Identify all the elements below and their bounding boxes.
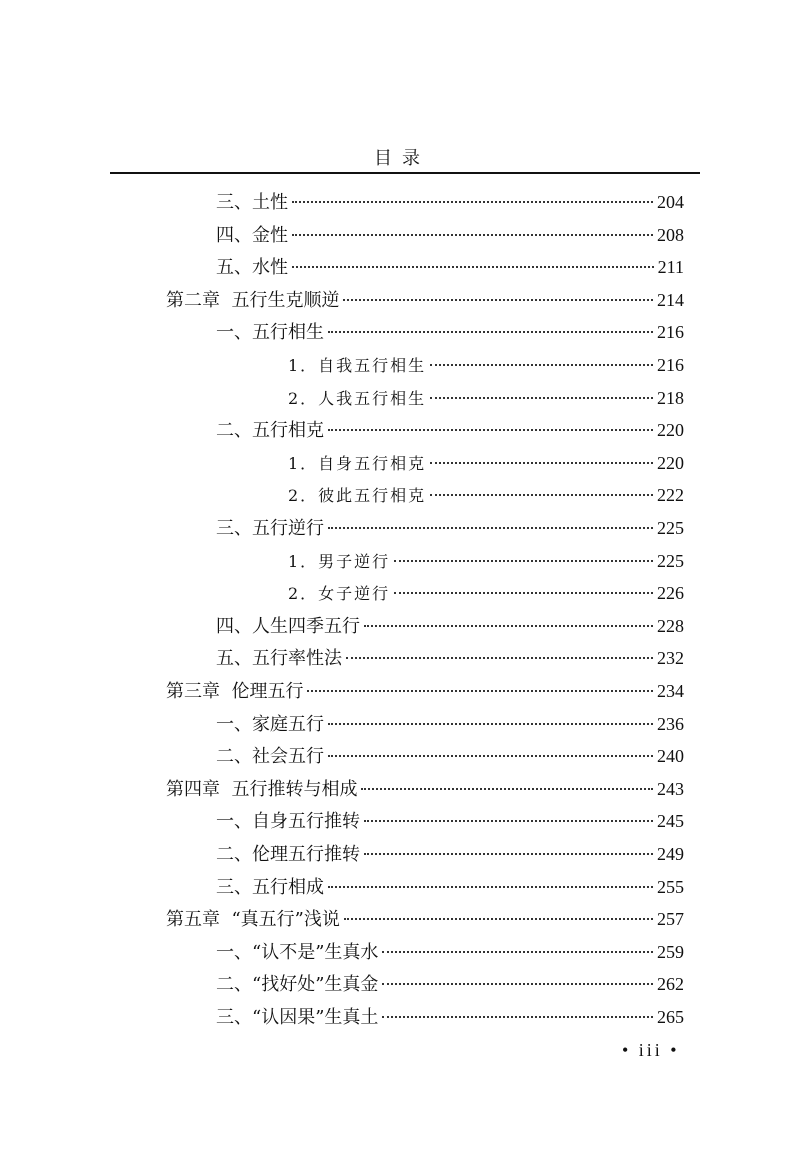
toc-entry-title: 三、五行逆行 bbox=[216, 518, 324, 539]
toc-section-entry[interactable] bbox=[216, 936, 684, 968]
toc-section-entry[interactable] bbox=[216, 251, 684, 283]
toc-entry-page-number: 232 bbox=[657, 648, 684, 668]
dot-leader bbox=[382, 1016, 653, 1018]
toc-entry-title: 五、五行率性法 bbox=[216, 648, 342, 669]
toc-entry-page-number: 216 bbox=[657, 355, 684, 375]
toc-entry-title: 1．自身五行相克 bbox=[288, 454, 427, 473]
toc-entry-page-number: 214 bbox=[657, 290, 684, 310]
toc-section-entry[interactable] bbox=[216, 186, 684, 218]
toc-subsection-entry[interactable] bbox=[288, 479, 684, 511]
toc-entry-page-number: 220 bbox=[657, 420, 684, 440]
toc-entry-title: 三、土性 bbox=[216, 192, 288, 213]
dot-leader bbox=[328, 429, 653, 431]
running-header-title: 目录 bbox=[374, 148, 430, 169]
toc-chapter-entry[interactable] bbox=[166, 284, 684, 316]
dot-leader bbox=[394, 560, 653, 562]
toc-section-entry[interactable] bbox=[216, 512, 684, 544]
toc-entry-page-number: 249 bbox=[657, 844, 684, 864]
toc-entry-title: 2．人我五行相生 bbox=[288, 389, 427, 408]
toc-entry-title: 2．彼此五行相克 bbox=[288, 486, 427, 505]
toc-entry-page-number: 265 bbox=[657, 1007, 684, 1027]
dot-leader bbox=[328, 331, 653, 333]
toc-entry-title: 第四章 五行推转与相成 bbox=[166, 779, 358, 800]
dot-leader bbox=[307, 690, 653, 692]
toc-entry-title: 一、自身五行推转 bbox=[216, 811, 360, 832]
toc-entry-title: 一、家庭五行 bbox=[216, 714, 324, 735]
toc-entry-page-number: 222 bbox=[657, 485, 684, 505]
toc-section-entry[interactable] bbox=[216, 642, 684, 674]
toc-entry-page-number: 208 bbox=[657, 225, 684, 245]
toc-entry-title: 第五章 “真五行”浅说 bbox=[166, 909, 340, 930]
dot-leader bbox=[364, 853, 653, 855]
toc-entry-title: 一、五行相生 bbox=[216, 322, 324, 343]
toc-entry-title: 一、“认不是”生真水 bbox=[216, 942, 379, 963]
toc-entry-title: 1．男子逆行 bbox=[288, 552, 391, 571]
toc-entry-title: 三、“认因果”生真土 bbox=[216, 1007, 379, 1028]
dot-leader bbox=[430, 462, 653, 464]
toc-entry-page-number: 204 bbox=[657, 192, 684, 212]
dot-leader bbox=[394, 592, 653, 594]
toc-entry-page-number: 236 bbox=[657, 714, 684, 734]
toc-chapter-entry[interactable] bbox=[166, 903, 684, 935]
dot-leader bbox=[292, 201, 653, 203]
toc-entry-title: 第三章 伦理五行 bbox=[166, 681, 304, 702]
dot-leader bbox=[292, 234, 653, 236]
dot-leader bbox=[382, 951, 653, 953]
dot-leader bbox=[382, 983, 653, 985]
toc-section-entry[interactable] bbox=[216, 838, 684, 870]
dot-leader bbox=[292, 266, 654, 268]
dot-leader bbox=[328, 527, 653, 529]
toc-section-entry[interactable] bbox=[216, 740, 684, 772]
toc-entry-page-number: 234 bbox=[657, 681, 684, 701]
dot-leader bbox=[344, 918, 653, 920]
toc-chapter-entry[interactable] bbox=[166, 675, 684, 707]
toc-entry-title: 二、社会五行 bbox=[216, 746, 324, 767]
toc-entry-page-number: 211 bbox=[657, 257, 684, 277]
toc-entry-page-number: 228 bbox=[657, 616, 684, 636]
toc-section-entry[interactable] bbox=[216, 1001, 684, 1033]
toc-entry-title: 三、五行相成 bbox=[216, 877, 324, 898]
dot-leader bbox=[343, 299, 653, 301]
toc-section-entry[interactable] bbox=[216, 219, 684, 251]
toc-entry-page-number: 255 bbox=[657, 877, 684, 897]
toc-chapter-entry[interactable] bbox=[166, 773, 684, 805]
dot-leader bbox=[430, 494, 653, 496]
toc-entry-title: 二、伦理五行推转 bbox=[216, 844, 360, 865]
toc-entry-title: 五、水性 bbox=[216, 257, 288, 278]
toc-entry-title: 二、五行相克 bbox=[216, 420, 324, 441]
dot-leader bbox=[364, 625, 653, 627]
toc-entry-page-number: 240 bbox=[657, 746, 684, 766]
toc-entry-page-number: 220 bbox=[657, 453, 684, 473]
dot-leader bbox=[346, 657, 653, 659]
toc-entry-title: 四、人生四季五行 bbox=[216, 616, 360, 637]
toc-section-entry[interactable] bbox=[216, 805, 684, 837]
toc-subsection-entry[interactable] bbox=[288, 349, 684, 381]
toc-entry-title: 第二章 五行生克顺逆 bbox=[166, 290, 340, 311]
toc-section-entry[interactable] bbox=[216, 708, 684, 740]
dot-leader bbox=[364, 820, 653, 822]
toc-section-entry[interactable] bbox=[216, 871, 684, 903]
toc-entry-title: 2．女子逆行 bbox=[288, 584, 391, 603]
dot-leader bbox=[328, 755, 653, 757]
toc-entry-title: 1．自我五行相生 bbox=[288, 356, 427, 375]
toc-entry-page-number: 245 bbox=[657, 811, 684, 831]
dot-leader bbox=[430, 364, 653, 366]
dot-leader bbox=[361, 788, 653, 790]
toc-entry-page-number: 226 bbox=[657, 583, 684, 603]
toc-subsection-entry[interactable] bbox=[288, 545, 684, 577]
toc-entry-title: 二、“找好处”生真金 bbox=[216, 974, 379, 995]
toc-section-entry[interactable] bbox=[216, 414, 684, 446]
toc-subsection-entry[interactable] bbox=[288, 382, 684, 414]
toc-entry-page-number: 259 bbox=[657, 942, 684, 962]
toc-section-entry[interactable] bbox=[216, 610, 684, 642]
toc-entry-page-number: 257 bbox=[657, 909, 684, 929]
toc-entry-page-number: 216 bbox=[657, 322, 684, 342]
toc-entry-page-number: 243 bbox=[657, 779, 684, 799]
dot-leader bbox=[430, 397, 653, 399]
toc-subsection-entry[interactable] bbox=[288, 577, 684, 609]
toc-subsection-entry[interactable] bbox=[288, 447, 684, 479]
toc-section-entry[interactable] bbox=[216, 968, 684, 1000]
toc-entry-page-number: 225 bbox=[657, 551, 684, 571]
page-number: • iii • bbox=[622, 1040, 680, 1060]
dot-leader bbox=[328, 723, 653, 725]
dot-leader bbox=[328, 886, 653, 888]
toc-entry-page-number: 225 bbox=[657, 518, 684, 538]
toc-entry-title: 四、金性 bbox=[216, 225, 288, 246]
toc-entry-page-number: 218 bbox=[657, 388, 684, 408]
toc-section-entry[interactable] bbox=[216, 316, 684, 348]
toc-entry-page-number: 262 bbox=[657, 974, 684, 994]
